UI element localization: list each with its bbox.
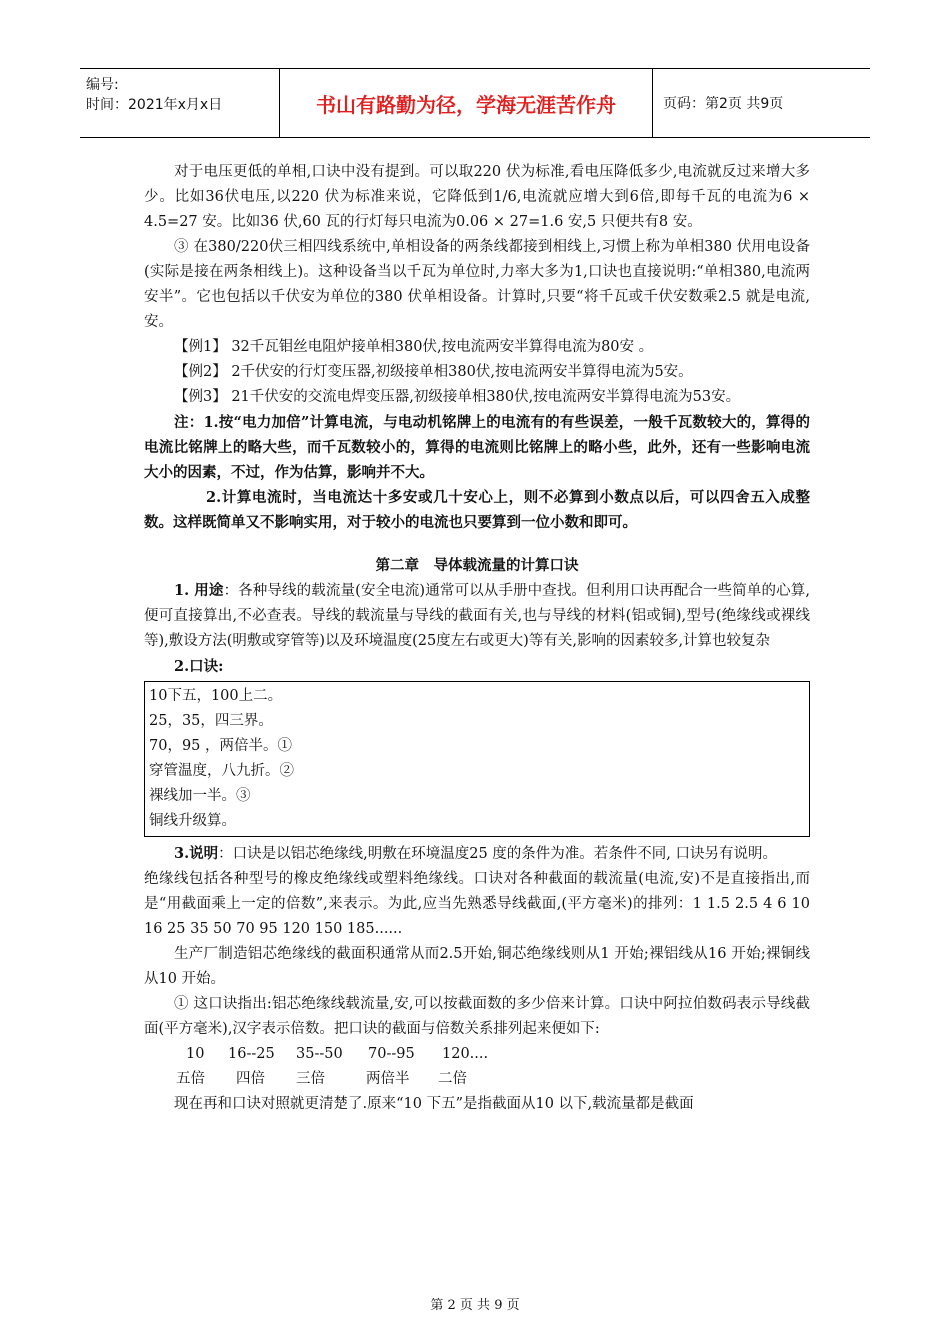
formula-line: 铜线升级算。 — [149, 813, 236, 829]
example-3: 【例3】 21千伏安的交流电焊变压器,初级接单相380伏,按电流两安半算得电流为53安。 — [174, 389, 741, 405]
formula-line: 25，35，四三界。 — [149, 713, 273, 729]
section-range: 35--50 — [296, 1046, 343, 1062]
page-footer: 第 2 页 共 9 页 — [430, 1298, 520, 1313]
formula-line: 70，95 ，两倍半。① — [149, 738, 293, 754]
time-label: 时间：2021年x月x日 — [86, 97, 223, 113]
paragraph: 现在再和口诀对照就更清楚了.原来“10 下五”是指截面从10 以下,载流量都是截面 — [174, 1096, 694, 1112]
paragraph: 对于电压更低的单相,口诀中没有提到。可以取220 伏为标准,看电压降低多少,电流就反过来增大多少。比如36伏电压,以220 伏为标准来说，它降低到1/6,电流就应增大到6倍,即每千瓦的电流为6 × 4.5=27 安。比如36 伏,60 瓦的行灯每只电流为0.06 × 27=1.6 安,5 只便共有8 安。 — [144, 164, 810, 230]
multipliers-row — [144, 1067, 810, 1092]
section-range: 70--95 — [368, 1046, 415, 1062]
multiplier: 两倍半 — [366, 1071, 410, 1087]
paragraph: ③ 在380/220伏三相四线系统中,单相设备的两条线都接到相线上,习惯上称为单相380 伏用电设备(实际是接在两条相线上)。这种设备当以千瓦为单位时,力率大多为1,口诀也直接说明:“单相380,电流两安半”。它也包括以千伏安为单位的380 伏单相设备。计算时,只要“将千瓦或千伏安数乘2.5 就是电流,安。 — [144, 239, 810, 330]
explain-paragraph — [144, 841, 810, 867]
section-range: 16--25 — [228, 1046, 275, 1062]
page-header — [80, 68, 870, 138]
multiplier: 三倍 — [296, 1071, 325, 1087]
multiplier: 四倍 — [236, 1071, 265, 1087]
multiplier: 二倍 — [438, 1071, 467, 1087]
paragraph: 生产厂制造铝芯绝缘线的截面积通常从而2.5开始,铜芯绝缘线则从1 开始;裸铝线从16 开始;裸铜线从10 开始。 — [144, 946, 810, 987]
formula-label: 2.口诀: — [174, 658, 224, 675]
note-2: 2.计算电流时，当电流达十多安或几十安心上，则不必算到小数点以后，可以四舍五入成整数。这样既简单又不影响实用，对于较小的电流也只要算到一位小数和即可。 — [144, 489, 810, 531]
header-meta — [80, 69, 280, 137]
document-body — [144, 160, 810, 1117]
code-label: 编号: — [86, 77, 119, 93]
explain-text: ：口诀是以铝芯绝缘线,明敷在环境温度25 度的条件为准。若条件不同, 口诀另有说明。 — [218, 846, 778, 862]
use-label: 1. 用途 — [174, 582, 224, 599]
section-range: 10 — [186, 1046, 205, 1062]
section-ranges-row — [144, 1042, 810, 1067]
example-1: 【例1】 32千瓦钼丝电阻炉接单相380伏,按电流两安半算得电流为80安 。 — [174, 339, 654, 355]
formula-line: 穿管温度，八九折。② — [149, 763, 294, 779]
multiplier: 五倍 — [176, 1071, 205, 1087]
chapter-title: 第二章 导体载流量的计算口诀 — [375, 557, 579, 574]
note-1: 注：1.按“电力加倍”计算电流，与电动机铭牌上的电流有的有些误差，一般千瓦数较大的，算得的电流比铭牌上的略大些，而千瓦数较小的，算得的电流则比铭牌上的略小些，此外，还有一些影响电流大小的因素，不过，作为估算，影响并不大。 — [144, 414, 810, 481]
use-paragraph — [144, 578, 810, 654]
formula-line: 裸线加一半。③ — [149, 788, 251, 804]
use-text: ：各种导线的载流量(安全电流)通常可以从手册中查找。但利用口诀再配合一些简单的心算,便可直接算出,不必查表。导线的载流量与导线的截面有关,也与导线的材料(铝或铜),型号(绝缘线或裸线等),敷设方法(明敷或穿管等)以及环境温度(25度左右或更大)等有关,影响的因素较多,计算也较复杂 — [144, 583, 811, 649]
paragraph: 绝缘线包括各种型号的橡皮绝缘线或塑料绝缘线。口诀对各种截面的载流量(电流,安)不是直接指出,而是“用截面乘上一定的倍数”,来表示。为此,应当先熟悉导线截面,(平方毫米)的排列：1 1.5 2.5 4 6 10 16 25 35 50 70 95 120 150 185...... — [144, 871, 810, 937]
header-page-info: 页码：第2页 共9页 — [663, 96, 784, 112]
header-motto: 书山有路勤为径，学海无涯苦作舟 — [280, 69, 653, 137]
formula-box — [144, 681, 810, 837]
paragraph: ① 这口诀指出:铝芯绝缘线载流量,安,可以按截面数的多少倍来计算。口诀中阿拉伯数码表示导线截面(平方毫米),汉字表示倍数。把口诀的截面与倍数关系排列起来便如下: — [144, 996, 810, 1037]
explain-label: 3.说明 — [174, 845, 219, 862]
example-2: 【例2】 2千伏安的行灯变压器,初级接单相380伏,按电流两安半算得电流为5安。 — [174, 364, 693, 380]
formula-line: 10下五，100上二。 — [149, 688, 283, 704]
section-range: 120.... — [442, 1046, 489, 1062]
